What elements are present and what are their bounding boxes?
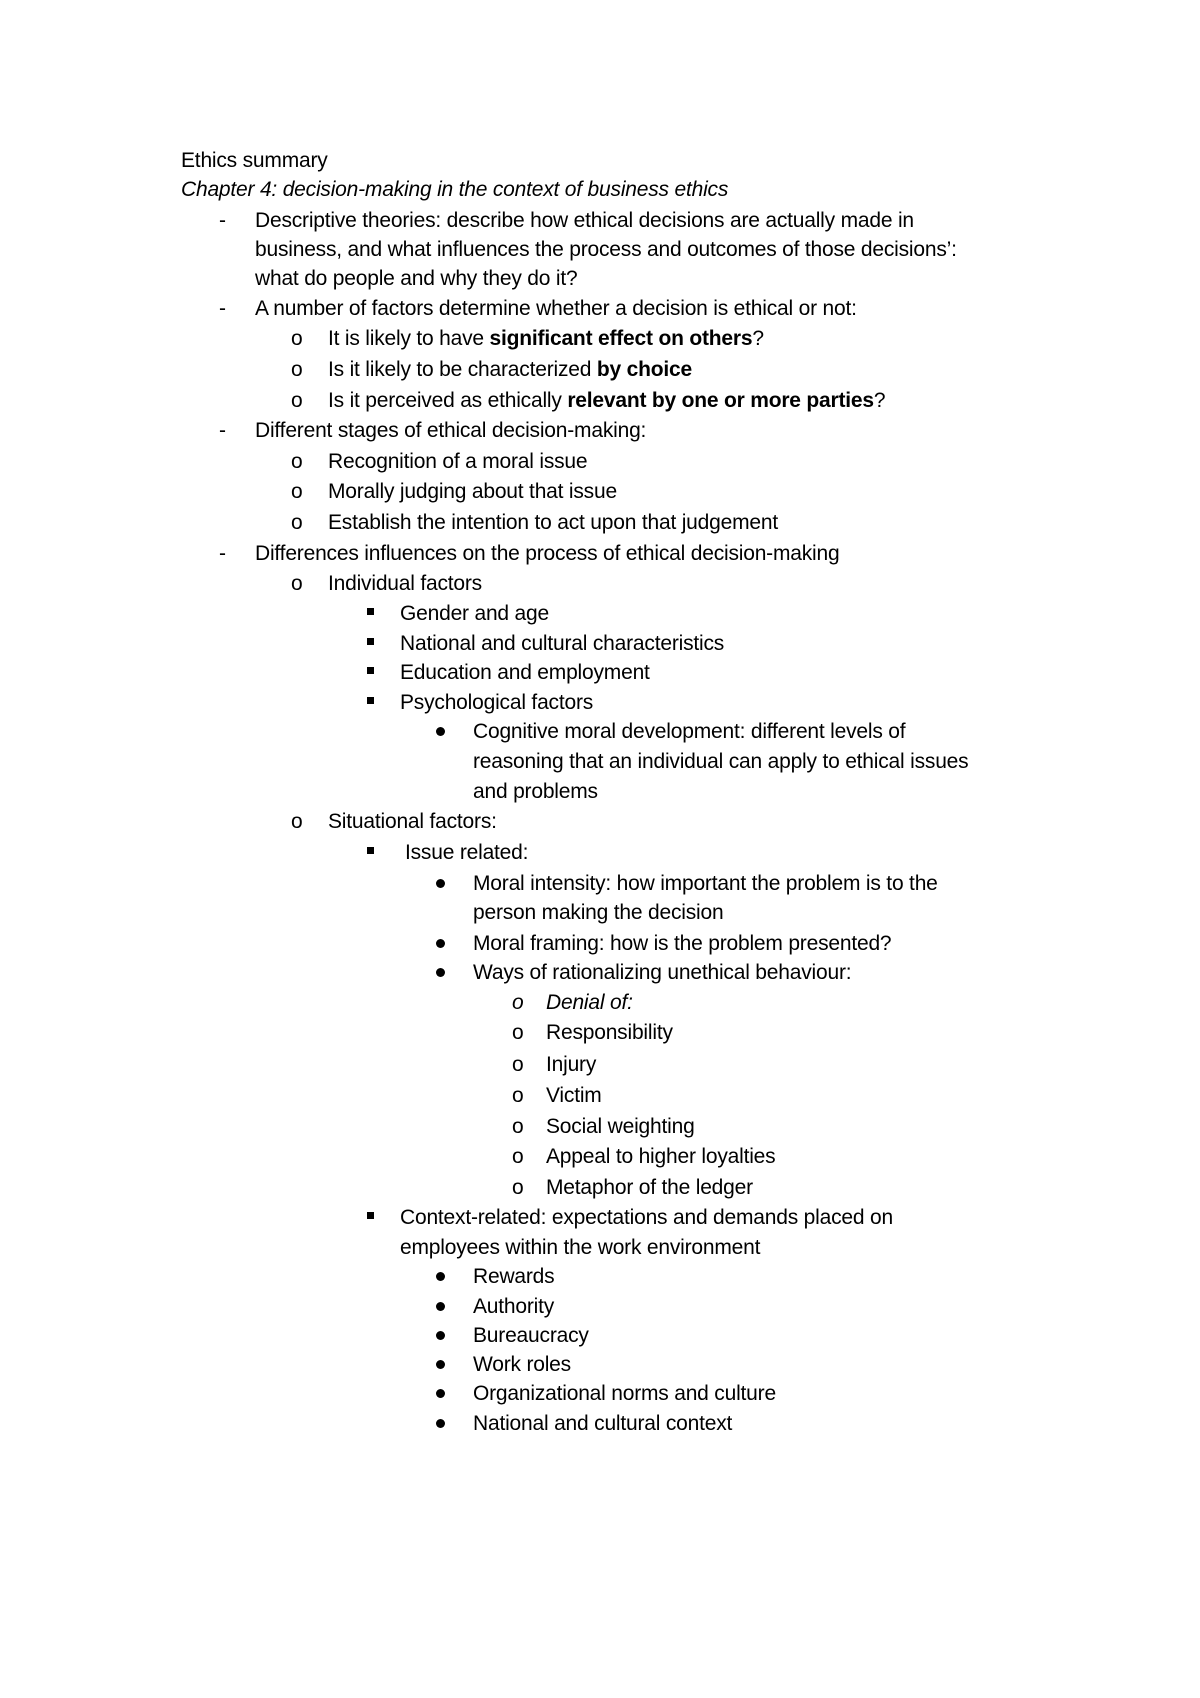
circle-bullet: o xyxy=(291,327,303,350)
document-title: Ethics summary xyxy=(181,149,328,172)
context-c3: Bureaucracy xyxy=(473,1324,589,1347)
circle-bullet: o xyxy=(291,480,303,503)
moral-intensity-line2: person making the decision xyxy=(473,901,724,924)
item4-text: Differences influences on the process of ethical decision-making xyxy=(255,542,840,565)
dot-bullet xyxy=(436,968,445,977)
item2-text: A number of factors determine whether a decision is ethical or not: xyxy=(255,297,857,320)
circle-bullet: o xyxy=(291,450,303,473)
square-bullet xyxy=(367,1212,374,1219)
square-bullet xyxy=(367,847,374,854)
item3-text: Different stages of ethical decision-making: xyxy=(255,419,647,442)
item1-line1: Descriptive theories: describe how ethical decisions are actually made in xyxy=(255,209,914,232)
circle-bullet: o xyxy=(291,511,303,534)
cmd-line3: and problems xyxy=(473,780,598,803)
dash-bullet: - xyxy=(219,542,226,565)
item2-sub1 xyxy=(328,324,764,354)
dash-bullet: - xyxy=(219,297,226,320)
square-bullet xyxy=(367,697,374,704)
item2-sub1-post: ? xyxy=(752,327,764,350)
circle-bullet: o xyxy=(512,1176,524,1199)
item2-sub3-text: Is it perceived as ethically xyxy=(328,389,568,412)
dot-bullet xyxy=(436,939,445,948)
moral-framing: Moral framing: how is the problem presented? xyxy=(473,932,892,955)
square-bullet xyxy=(367,608,374,615)
dash-bullet: - xyxy=(219,209,226,232)
denial-r6: Metaphor of the ledger xyxy=(546,1176,753,1199)
context-c4: Work roles xyxy=(473,1353,571,1376)
context-related-line1: Context-related: expectations and demands placed on xyxy=(400,1206,893,1229)
individual-s2: National and cultural characteristics xyxy=(400,632,725,655)
item1-line2: business, and what influences the process and outcomes of those decisions’: xyxy=(255,238,957,261)
square-bullet xyxy=(367,667,374,674)
cmd-line2: reasoning that an individual can apply to ethical issues xyxy=(473,750,969,773)
chapter-heading: Chapter 4: decision-making in the context of business ethics xyxy=(181,178,729,201)
circle-bullet: o xyxy=(512,991,524,1014)
dot-bullet xyxy=(436,879,445,888)
context-c1: Rewards xyxy=(473,1265,555,1288)
situational-factors-label: Situational factors: xyxy=(328,810,497,833)
item2-sub1-text: It is likely to have xyxy=(328,327,490,350)
cmd-line1: Cognitive moral development: different levels of xyxy=(473,720,906,743)
item2-sub3-post: ? xyxy=(873,389,886,412)
square-bullet xyxy=(367,638,374,645)
item3-sub3: Establish the intention to act upon that judgement xyxy=(328,511,778,534)
circle-bullet: o xyxy=(512,1021,524,1044)
context-c6: National and cultural context xyxy=(473,1412,733,1435)
moral-intensity-line1: Moral intensity: how important the problem is to the xyxy=(473,872,938,895)
individual-s1: Gender and age xyxy=(400,602,549,625)
dot-bullet xyxy=(436,727,445,736)
dash-bullet: - xyxy=(219,419,226,442)
individual-s3: Education and employment xyxy=(400,661,650,684)
circle-bullet: o xyxy=(512,1145,524,1168)
denial-r4: Social weighting xyxy=(546,1115,695,1138)
context-related-line2: employees within the work environment xyxy=(400,1236,761,1259)
item2-sub1-bold: significant effect on others xyxy=(489,327,753,350)
dot-bullet xyxy=(436,1272,445,1281)
dot-bullet xyxy=(436,1389,445,1398)
individual-factors-label: Individual factors xyxy=(328,572,482,595)
item3-sub2: Morally judging about that issue xyxy=(328,480,617,503)
issue-related-label: Issue related: xyxy=(405,841,529,864)
dot-bullet xyxy=(436,1331,445,1340)
circle-bullet: o xyxy=(512,1115,524,1138)
denial-r1: Responsibility xyxy=(546,1021,673,1044)
dot-bullet xyxy=(436,1360,445,1369)
item2-sub2 xyxy=(328,355,692,385)
item2-sub3 xyxy=(328,386,885,416)
item2-sub2-bold: by choice xyxy=(596,358,692,381)
ways-rationalizing: Ways of rationalizing unethical behaviour: xyxy=(473,961,852,984)
item1-line3: what do people and why they do it? xyxy=(255,267,578,290)
circle-bullet: o xyxy=(291,572,303,595)
denial-r2: Injury xyxy=(546,1053,597,1076)
context-c2: Authority xyxy=(473,1295,555,1318)
denial-r5: Appeal to higher loyalties xyxy=(546,1145,776,1168)
item2-sub3-bold: relevant by one or more parties xyxy=(567,389,874,412)
dot-bullet xyxy=(436,1302,445,1311)
circle-bullet: o xyxy=(512,1084,524,1107)
dot-bullet xyxy=(436,1419,445,1428)
denial-r3: Victim xyxy=(546,1084,602,1107)
item2-sub2-text: Is it likely to be characterized xyxy=(328,358,597,381)
circle-bullet: o xyxy=(291,358,303,381)
context-c5: Organizational norms and culture xyxy=(473,1382,776,1405)
denial-of: Denial of: xyxy=(546,991,633,1014)
individual-s4: Psychological factors xyxy=(400,691,594,714)
item3-sub1: Recognition of a moral issue xyxy=(328,450,588,473)
circle-bullet: o xyxy=(291,389,303,412)
circle-bullet: o xyxy=(512,1053,524,1076)
circle-bullet: o xyxy=(291,810,303,833)
